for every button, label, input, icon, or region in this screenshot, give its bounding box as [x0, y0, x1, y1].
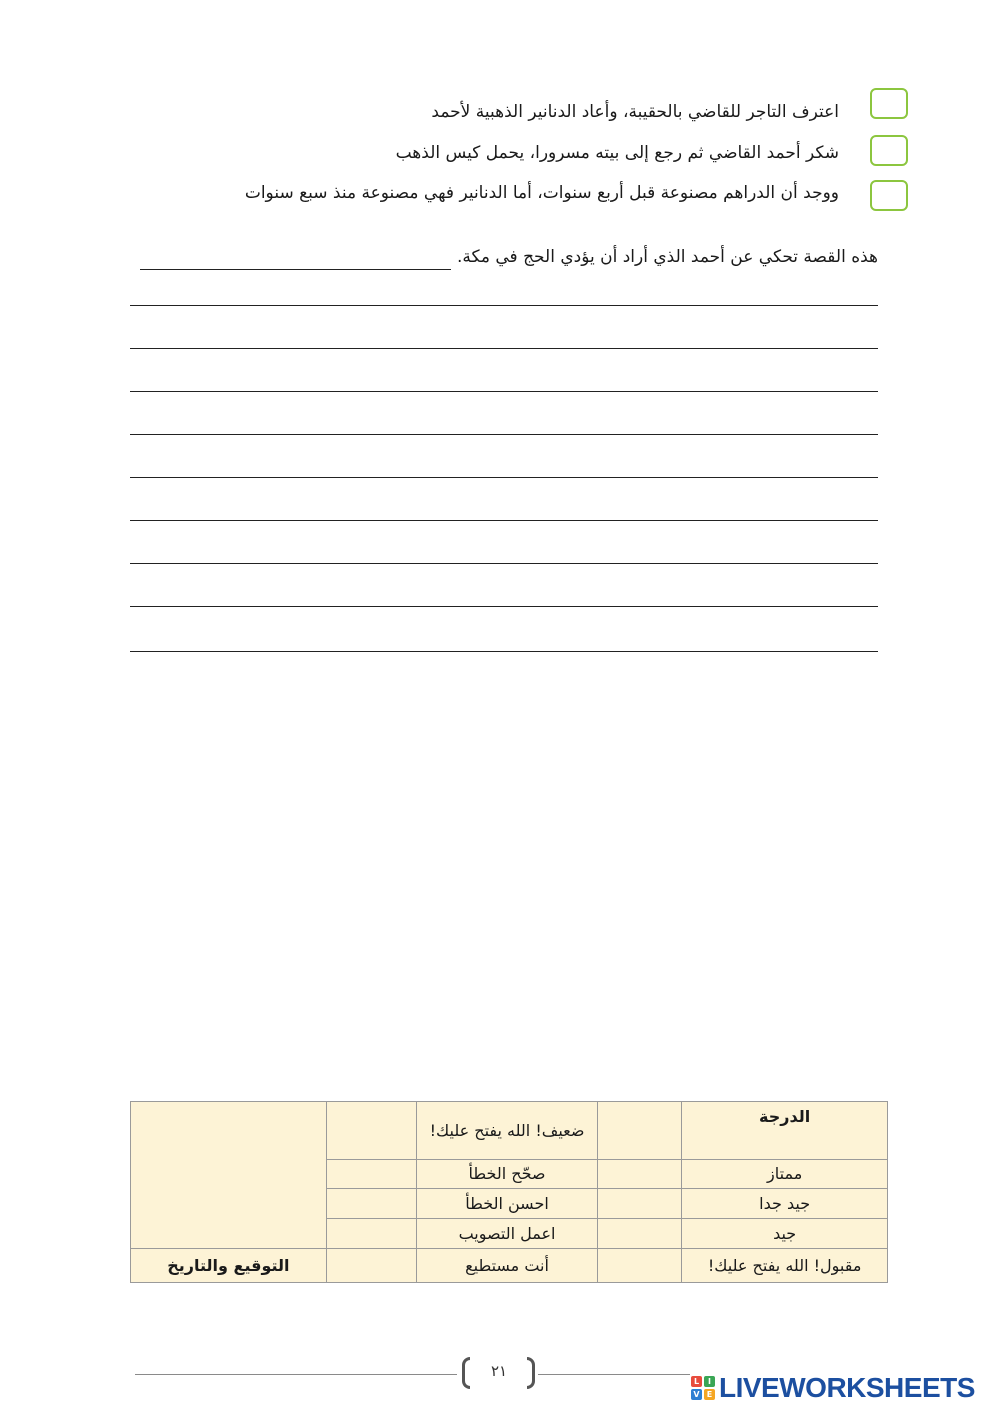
- summary-prompt-row: [140, 240, 878, 270]
- writing-line-1[interactable]: [130, 305, 878, 306]
- grade-mark-cell[interactable]: [598, 1249, 682, 1283]
- logo-mark-v: V: [691, 1389, 702, 1400]
- writing-line-4[interactable]: [130, 434, 878, 435]
- grade-mark-cell[interactable]: [598, 1219, 682, 1249]
- footer-rule-right: [538, 1374, 690, 1375]
- logo-mark-icon: [691, 1376, 715, 1400]
- feedback-correct: صحّح الخطأ: [416, 1160, 598, 1189]
- feedback-improve: احسن الخطأ: [416, 1189, 598, 1219]
- logo-mark-e: E: [704, 1389, 715, 1400]
- page-bracket-right: [527, 1357, 535, 1389]
- grade-mark-cell[interactable]: [598, 1160, 682, 1189]
- feedback-mark-cell[interactable]: [326, 1249, 416, 1283]
- writing-line-7[interactable]: [130, 563, 878, 564]
- feedback-mark-cell[interactable]: [326, 1219, 416, 1249]
- logo-mark-l: L: [691, 1376, 702, 1387]
- feedback-mark-cell[interactable]: [326, 1160, 416, 1189]
- writing-line-6[interactable]: [130, 520, 878, 521]
- page-bracket-left: [462, 1357, 470, 1389]
- summary-blank[interactable]: [140, 247, 451, 270]
- liveworksheets-logo: [691, 1373, 975, 1403]
- feedback-mark-cell[interactable]: [326, 1102, 416, 1160]
- grade-good: جيد: [682, 1219, 888, 1249]
- writing-line-8[interactable]: [130, 606, 878, 607]
- summary-prompt: هذه القصة تحكي عن أحمد الذي أراد أن يؤدي الحج في مكة.: [456, 247, 878, 267]
- signature-label: التوقيع والتاريخ: [131, 1249, 327, 1283]
- statement-3: ووجد أن الدراهم مصنوعة قبل أربع سنوات، أما الدنانير فهي مصنوعة منذ سبع سنوات: [244, 183, 839, 203]
- writing-line-3[interactable]: [130, 391, 878, 392]
- grade-acceptable: مقبول! الله يفتح عليك!: [682, 1249, 888, 1283]
- grade-excellent: ممتاز: [682, 1160, 888, 1189]
- grade-mark-cell[interactable]: [598, 1189, 682, 1219]
- logo-text: LIVEWORKSHEETS: [719, 1372, 975, 1403]
- order-box-2[interactable]: [870, 135, 908, 166]
- writing-line-2[interactable]: [130, 348, 878, 349]
- logo-mark-i: I: [704, 1376, 715, 1387]
- feedback-mark-cell[interactable]: [326, 1189, 416, 1219]
- writing-line-9[interactable]: [130, 651, 878, 652]
- page-number: ٢١: [490, 1362, 508, 1380]
- feedback-capable: أنت مستطيع: [416, 1249, 598, 1283]
- feedback-weak: ضعيف! الله يفتح عليك!: [416, 1102, 598, 1160]
- footer-rule-left: [135, 1374, 457, 1375]
- signature-space[interactable]: [131, 1102, 327, 1249]
- statement-2: شكر أحمد القاضي ثم رجع إلى بيته مسرورا، يحمل كيس الذهب: [395, 143, 839, 163]
- order-box-3[interactable]: [870, 180, 908, 211]
- statement-1: اعترف التاجر للقاضي بالحقيبة، وأعاد الدنانير الذهبية لأحمد: [431, 102, 839, 122]
- order-box-1[interactable]: [870, 88, 908, 119]
- writing-line-5[interactable]: [130, 477, 878, 478]
- feedback-fix: اعمل التصويب: [416, 1219, 598, 1249]
- grade-very-good: جيد جدا: [682, 1189, 888, 1219]
- grade-mark-cell[interactable]: [598, 1102, 682, 1160]
- grade-header: الدرجة: [682, 1102, 888, 1160]
- grading-table: [130, 1101, 888, 1283]
